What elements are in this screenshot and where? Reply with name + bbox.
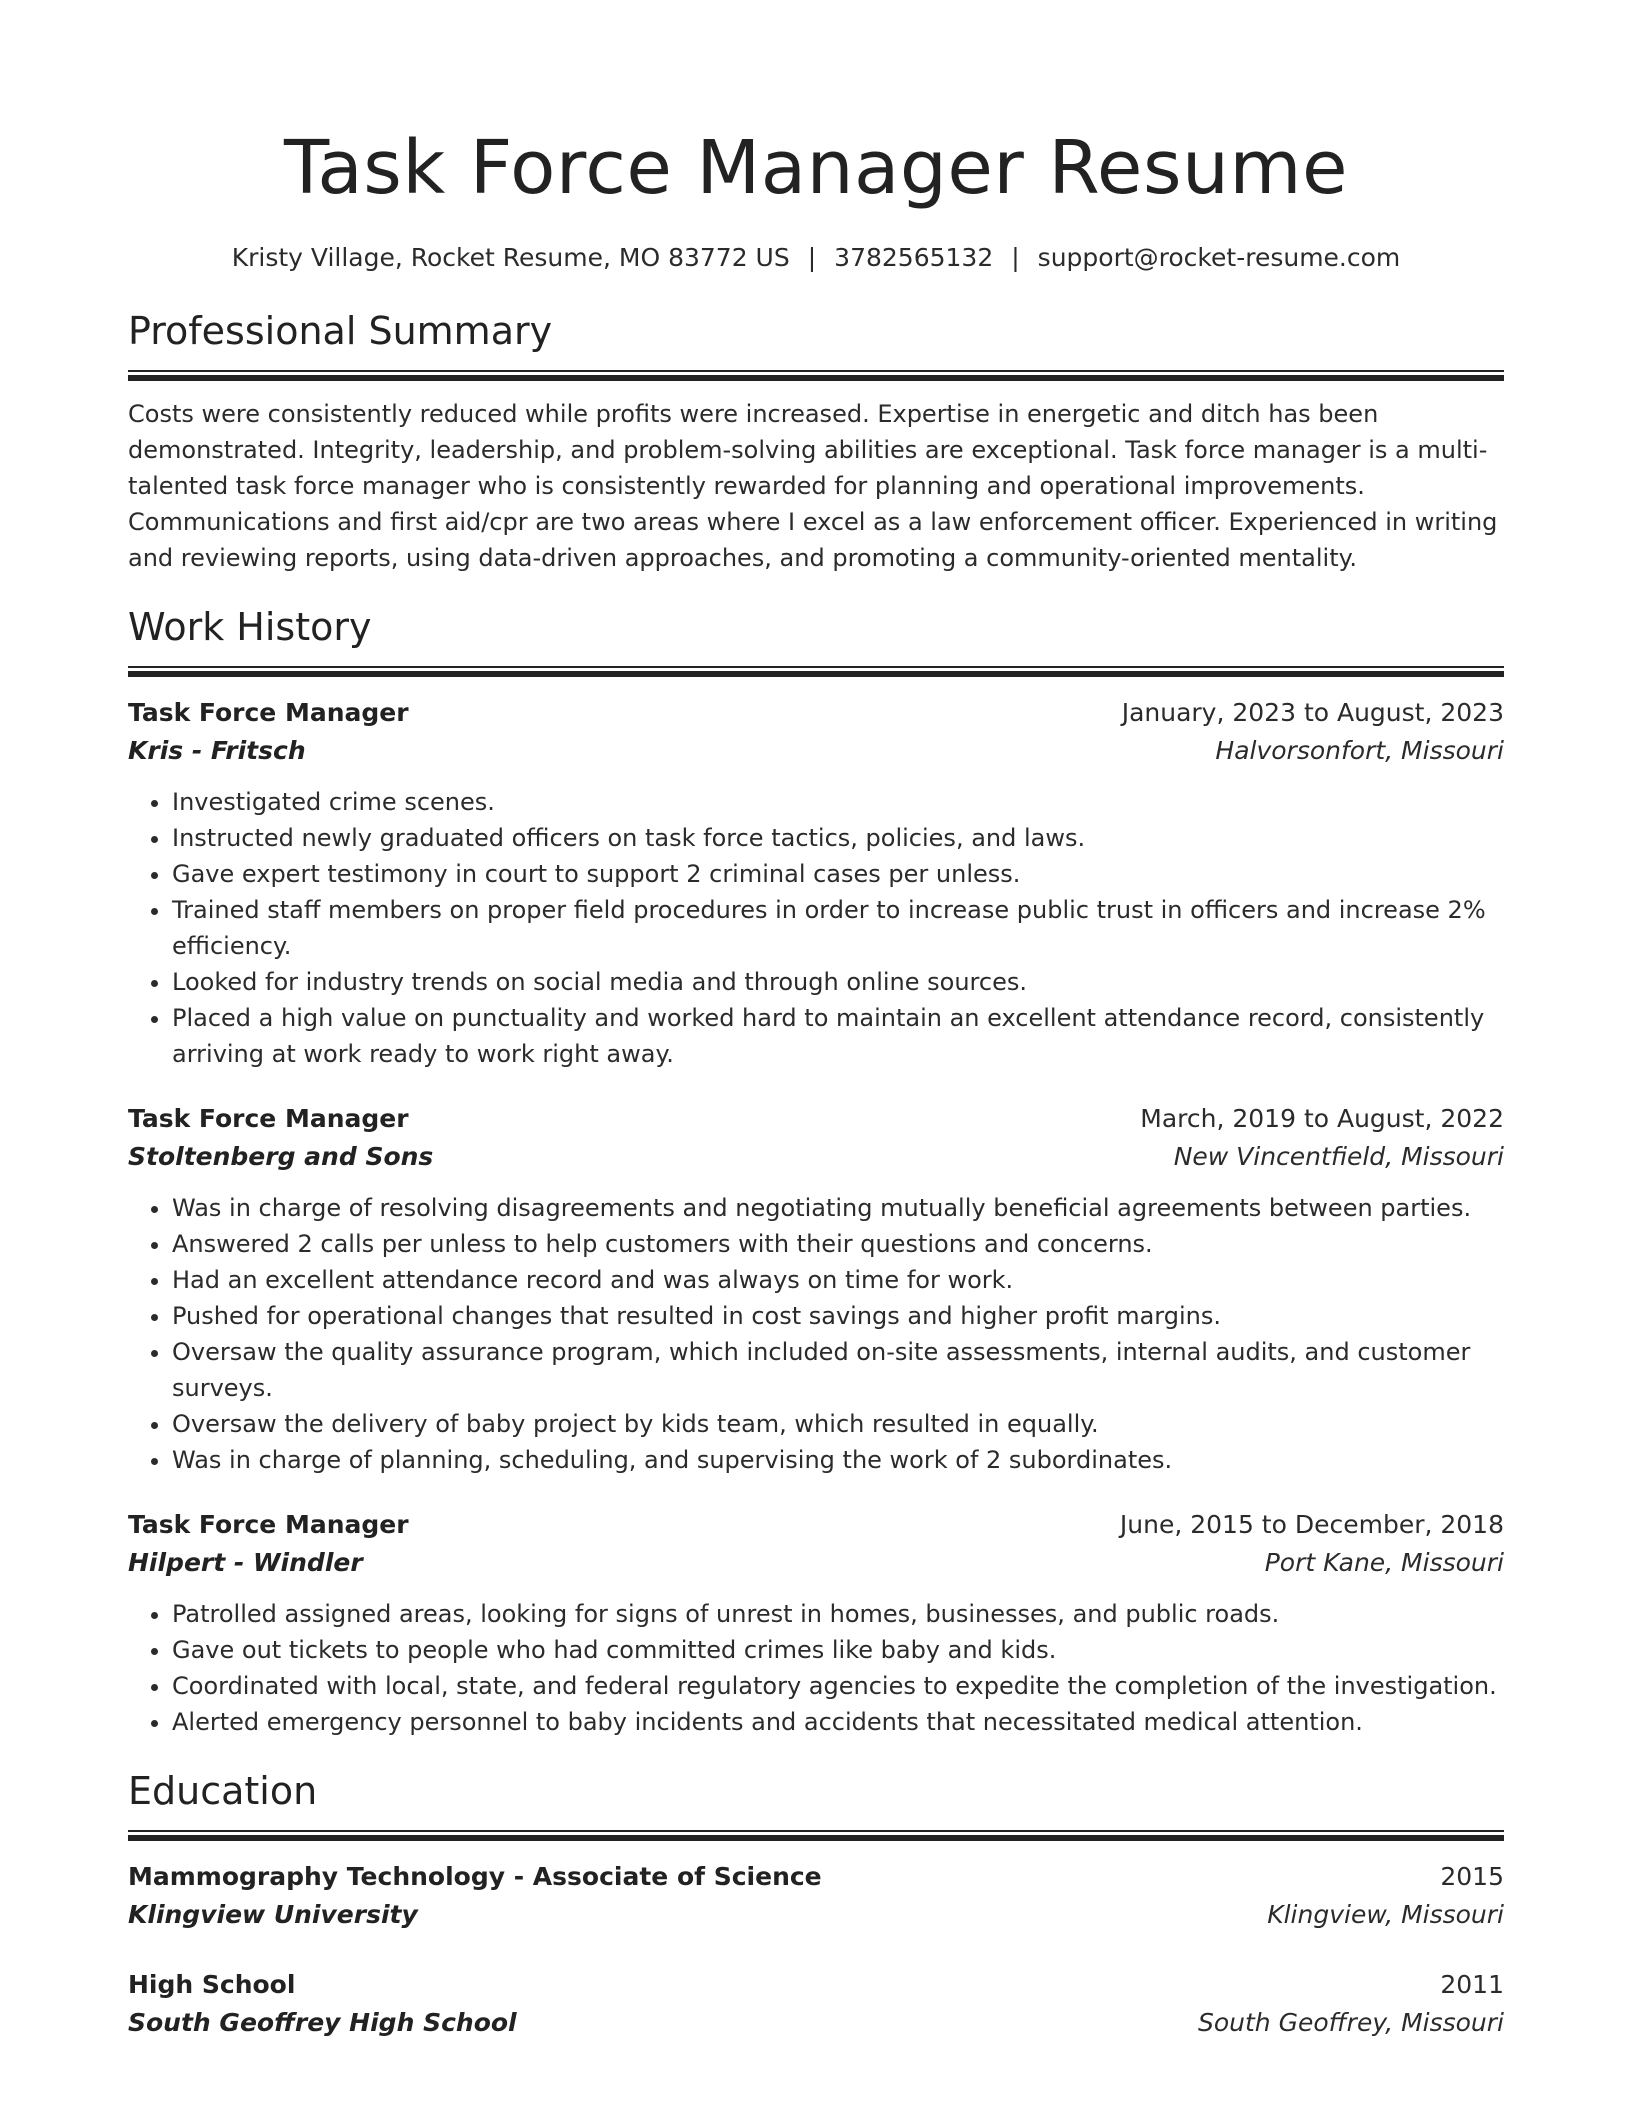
contact-address: Kristy Village, Rocket Resume, MO 83772 US (231, 243, 790, 272)
section-divider (128, 1830, 1504, 1842)
education-year: 2015 (1440, 1862, 1504, 1891)
section-divider (128, 666, 1504, 678)
contact-line (128, 240, 1504, 276)
job-duty: • Gave out tickets to people who had committed crimes like baby and kids. (172, 1632, 1504, 1668)
job-dates: March, 2019 to August, 2022 (1140, 1104, 1504, 1133)
job-duty: • Oversaw the quality assurance program, which included on-site assessments, internal audits, and customer surveys. (172, 1334, 1504, 1406)
job-duty: • Was in charge of resolving disagreements and negotiating mutually beneficial agreements between parties. (172, 1190, 1504, 1226)
summary-section (128, 306, 1504, 576)
education-school: Klingview University (128, 1900, 418, 1929)
job-dates: January, 2023 to August, 2023 (1121, 698, 1504, 727)
job-duty: • Was in charge of planning, scheduling, and supervising the work of 2 subordinates. (172, 1442, 1504, 1478)
job-duties-list (128, 1596, 1504, 1740)
job-location: Halvorsonfort, Missouri (1215, 736, 1504, 765)
job-duty: • Had an excellent attendance record and was always on time for work. (172, 1262, 1504, 1298)
contact-separator: | (1011, 243, 1020, 272)
education-school: South Geoffrey High School (128, 2008, 517, 2037)
job-company: Stoltenberg and Sons (128, 1142, 434, 1171)
job-entry (128, 694, 1504, 1072)
job-duty: • Alerted emergency personnel to baby incidents and accidents that necessitated medical attention. (172, 1704, 1504, 1740)
section-heading-summary: Professional Summary (128, 309, 553, 353)
job-entry (128, 1506, 1504, 1740)
job-duty: • Patrolled assigned areas, looking for signs of unrest in homes, businesses, and public roads. (172, 1596, 1504, 1632)
job-duty: • Instructed newly graduated officers on task force tactics, policies, and laws. (172, 820, 1504, 856)
job-title: Task Force Manager (128, 1510, 409, 1539)
education-section (128, 1766, 1504, 2042)
summary-text: Costs were consistently reduced while profits were increased. Expertise in energetic and ditch has been demonstrated. Integrity, leadership, and problem-solving abilities are exceptional. Task force manager is a multi-talented task force manager who is consistently rewarded for planning and operational improvements. Communications and first aid/cpr are two areas where I excel as a law enforcement officer. Experienced in writing and reviewing reports, using data-driven approaches, and promoting a community-oriented mentality. (128, 400, 1498, 572)
job-company: Hilpert - Windler (128, 1548, 363, 1577)
work-history-section (128, 602, 1504, 1740)
education-location: Klingview, Missouri (1267, 1900, 1504, 1929)
job-duties-list (128, 784, 1504, 1072)
resume-title: Task Force Manager Resume (283, 125, 1349, 211)
contact-email: support@rocket-resume.com (1037, 243, 1401, 272)
job-dates: June, 2015 to December, 2018 (1119, 1510, 1504, 1539)
job-entry (128, 1100, 1504, 1478)
job-company: Kris - Fritsch (128, 736, 306, 765)
job-title: Task Force Manager (128, 1104, 409, 1133)
job-duty: • Looked for industry trends on social media and through online sources. (172, 964, 1504, 1000)
job-duty: • Gave expert testimony in court to support 2 criminal cases per unless. (172, 856, 1504, 892)
contact-separator: | (807, 243, 817, 272)
job-duty: • Pushed for operational changes that resulted in cost savings and higher profit margins. (172, 1298, 1504, 1334)
education-year: 2011 (1440, 1970, 1504, 1999)
job-location: New Vincentfield, Missouri (1173, 1142, 1504, 1171)
education-degree: High School (128, 1970, 296, 1999)
section-heading-education: Education (128, 1769, 318, 1813)
job-duty: • Answered 2 calls per unless to help customers with their questions and concerns. (172, 1226, 1504, 1262)
job-duty: • Trained staff members on proper field procedures in order to increase public trust in officers and increase 2% efficiency. (172, 892, 1504, 964)
contact-phone: 3782565132 (834, 243, 994, 272)
education-location: South Geoffrey, Missouri (1197, 2008, 1504, 2037)
section-divider (128, 370, 1504, 382)
education-entry (128, 1858, 1504, 1934)
education-entry (128, 1966, 1504, 2042)
job-duty: • Investigated crime scenes. (172, 784, 1504, 820)
section-heading-work-history: Work History (128, 605, 372, 649)
job-duty: • Coordinated with local, state, and federal regulatory agencies to expedite the completion of the investigation. (172, 1668, 1504, 1704)
job-duty: • Oversaw the delivery of baby project by kids team, which resulted in equally. (172, 1406, 1504, 1442)
education-degree: Mammography Technology - Associate of Science (128, 1862, 822, 1891)
job-duties-list (128, 1190, 1504, 1478)
job-title: Task Force Manager (128, 698, 409, 727)
job-duty: • Placed a high value on punctuality and worked hard to maintain an excellent attendance record, consistently arriving at work ready to work right away. (172, 1000, 1504, 1072)
job-location: Port Kane, Missouri (1264, 1548, 1504, 1577)
